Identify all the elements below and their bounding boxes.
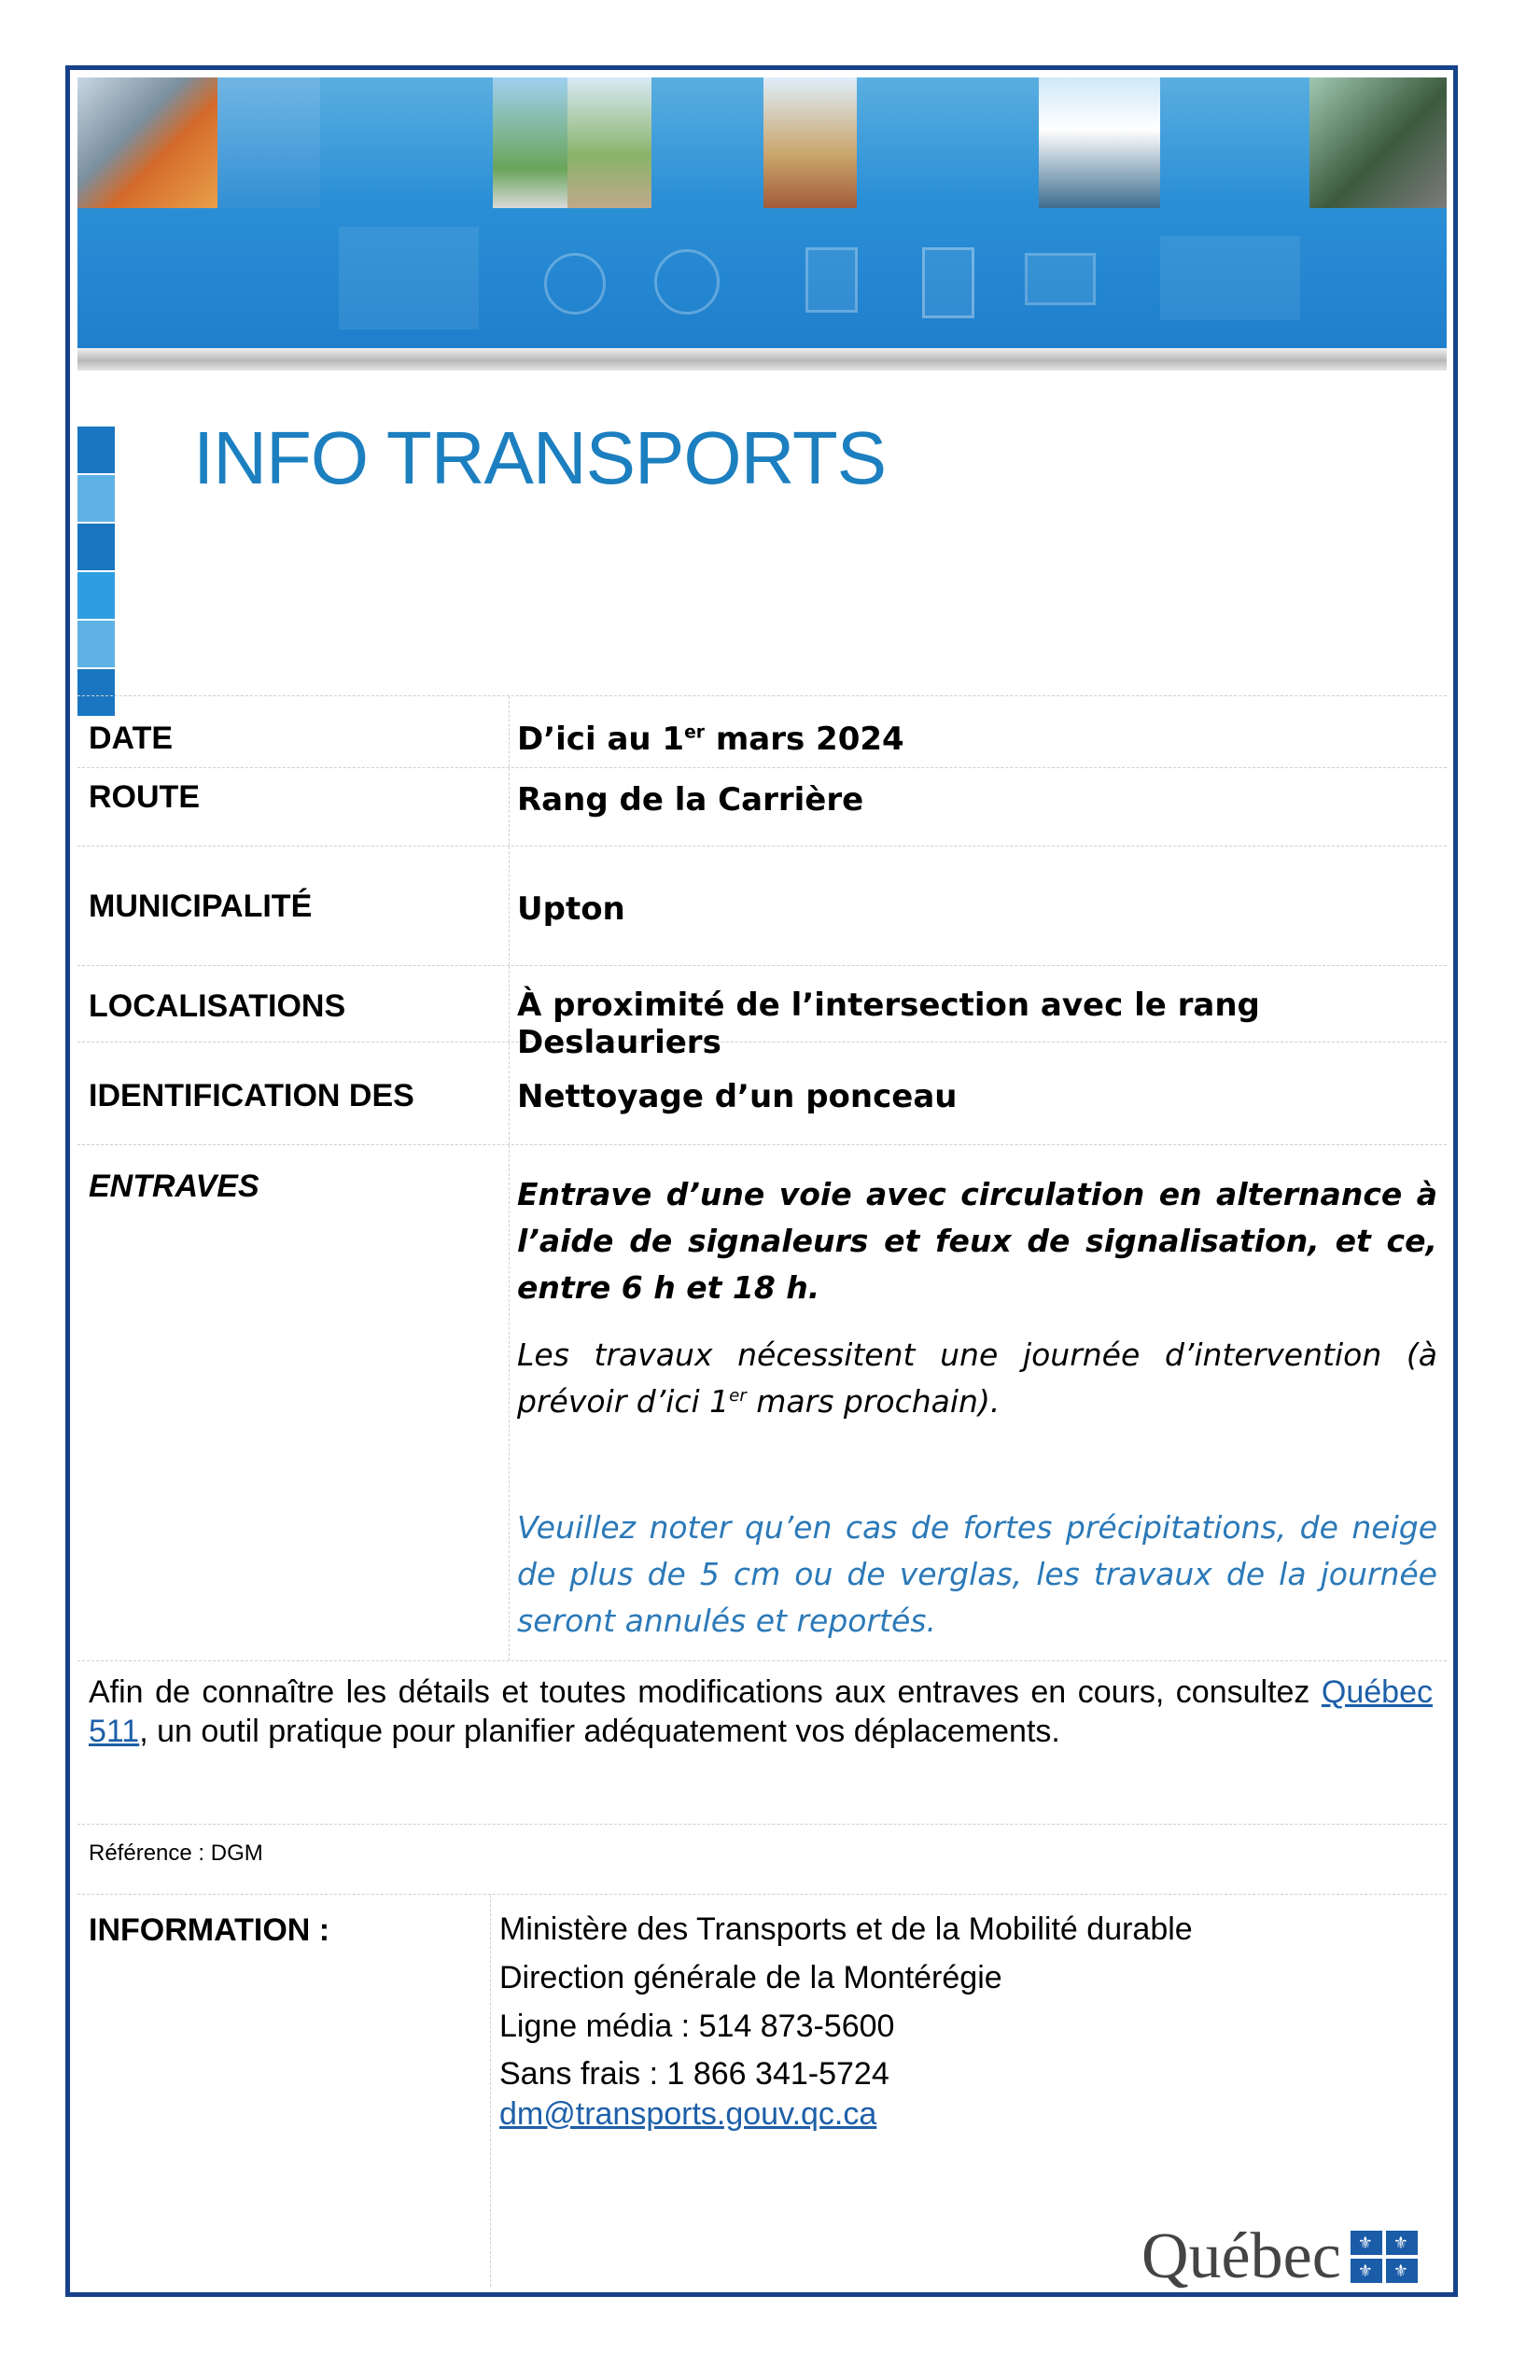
details-divider [77,1824,1447,1825]
entraves-row [77,1145,1447,1661]
information-label: INFORMATION : [89,1912,330,1948]
identification-row [77,1043,1447,1145]
route-row [77,768,1447,847]
weather-note: Veuillez noter qu’en cas de fortes précipitations, de neige de plus de 5 cm ou de verglas, les travaux de la journée seront annulés et reportés. [517,1509,1437,1639]
document-frame [65,65,1458,2297]
direction-name: Direction générale de la Montérégie [499,1960,1002,1995]
bicycle-photo [1309,77,1447,208]
details-paragraph: Afin de connaître les détails et toutes modifications aux entraves en cours, consultez Québec 511, un outil pratique pour planifier adéquatement vos déplacements. [89,1674,1433,1749]
localisations-row [77,966,1447,1061]
quebec-logo [1141,2219,1418,2294]
localisations-value: À proximité de l’intersection avec le rang Deslauriers [517,987,1260,1061]
banner-tile [339,227,479,329]
entraves-label: ENTRAVES [89,1169,259,1204]
banner-divider [77,348,1447,371]
municipality-label: MUNICIPALITÉ [89,889,313,924]
information-block [499,1905,1193,2131]
localisations-label: LOCALISATIONS [89,988,346,1024]
bus-icon [1025,253,1096,305]
bridge-icon [544,253,606,315]
toll-free-line: Sans frais : 1 866 341-5724 [499,2056,889,2092]
date-label: DATE [89,721,174,756]
route-value: Rang de la Carrière [517,781,864,819]
road-sign-icon [805,247,858,313]
bridge-photo [1039,77,1160,208]
route-label: ROUTE [89,779,200,815]
header-banner [77,77,1447,348]
municipality-row [77,847,1447,966]
ministry-name: Ministère des Transports et de la Mobilité durable [499,1911,1193,1947]
date-row [77,695,1447,768]
fleur-de-lis-flag-icon: ⚜ ⚜ ⚜ ⚜ [1351,2231,1418,2283]
quebec-511-link[interactable]: Québec 511 [89,1674,1433,1749]
banner-photo-blue [217,77,320,208]
info-column-divider [490,1895,491,2287]
quebec-wordmark: Québec [1141,2220,1341,2292]
entraves-description: Entrave d’une voie avec circulation en alternance à l’aide de signaleurs et feux de signalisation, et ce, entre 6 h et 18 h. [517,1176,1437,1306]
village-photo [567,77,651,208]
car-icon [654,249,720,315]
page-title: INFO TRANSPORTS [193,416,887,499]
municipality-value: Upton [517,890,625,928]
reference-text: Référence : DGM [89,1841,263,1866]
route-511-icon [922,247,974,318]
banner-tile [1160,236,1300,320]
date-value: D’ici au 1er mars 2024 [517,721,904,758]
workers-photo [77,77,217,208]
road-photo [493,77,567,208]
reference-divider [77,1894,1447,1895]
email-link[interactable]: dm@transports.gouv.qc.ca [499,2096,877,2132]
media-line: Ligne média : 514 873-5600 [499,2009,895,2044]
entraves-duration: Les travaux nécessitent une journée d’intervention (à prévoir d’ici 1er mars prochain). [517,1337,1437,1420]
identification-value: Nettoyage d’un ponceau [517,1078,958,1115]
port-photo [763,77,857,208]
identification-label: IDENTIFICATION DES [89,1078,414,1113]
banner-icons [77,227,1447,329]
